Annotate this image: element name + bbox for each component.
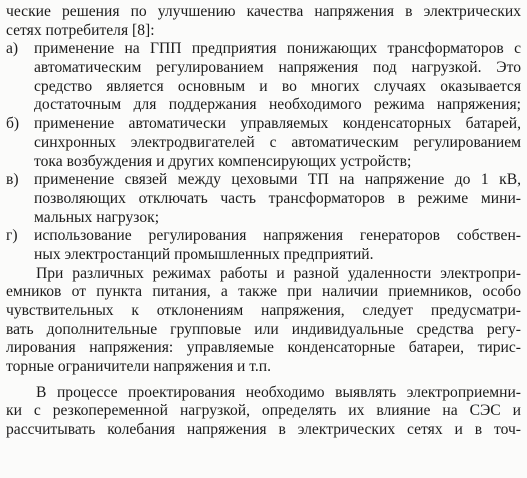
list-item-text: применение автоматически управляемых конденсаторных батарей, — [34, 115, 521, 133]
text-line: рассчитывать колебания напряжения в электрических сетях и в точ- — [6, 421, 521, 439]
text-line: сетях потребителя [8]: — [6, 21, 155, 39]
text-line: чувствительных к отклонениям напряжения, следует предусматри- — [6, 302, 521, 319]
list-item-line — [6, 40, 521, 59]
list-item-line: синхронных электродвигателей с автоматическим регулированием — [34, 133, 521, 151]
text-line: ческие решения по улучшению качества напряжения в электрических — [6, 3, 521, 20]
text-line: вать дополнительные групповые или индивидуальные средства регу- — [6, 320, 521, 338]
list-item-line: мальных нагрузок; — [34, 208, 160, 226]
list-item-line — [6, 115, 521, 134]
list-marker: а) — [6, 40, 19, 58]
list-item-line: позволяющих отключать часть трансформаторов в режиме мини- — [34, 189, 521, 207]
list-item-line — [6, 171, 521, 190]
list-item-line: тока возбуждения и других компенсирующих устройств; — [34, 152, 412, 170]
list-item-text: применение на ГПП предприятия понижающих трансформаторов с — [34, 40, 521, 58]
text-line: При различных режимах работы и разной удаленности электропри- — [36, 264, 521, 282]
text-line: емников от пункта питания, а также при наличии приемников, особо — [6, 283, 521, 301]
list-item-a — [6, 40, 521, 115]
paragraph-1 — [6, 265, 521, 377]
list-item-line: средство является основным и во многих случаях оказывается — [34, 77, 521, 95]
list-item-text: использование регулирования напряжения генераторов собствен- — [34, 227, 521, 245]
list-item-line: ных электростанций промышленных предприятий. — [34, 245, 374, 263]
list-item-line: достаточным для поддержания необходимого режима напряжения; — [34, 96, 521, 114]
measures-list — [6, 40, 521, 264]
paragraph-2 — [6, 384, 521, 440]
text-line: ки с резкопеременной нагрузкой, определять их влияние на СЭС и — [6, 402, 521, 420]
list-item-g — [6, 227, 521, 264]
list-item-line: автоматическим регулированием напряжения под нагрузкой. Это — [34, 59, 521, 77]
intro-text — [6, 3, 521, 40]
list-item-text: применение связей между цеховыми ТП на напряжение до 1 кВ, — [34, 171, 521, 189]
text-line: В процессе проектирования необходимо выявлять электроприемни- — [36, 383, 521, 401]
list-item-b — [6, 115, 521, 171]
text-line: торные ограничители напряжения и т.п. — [6, 358, 272, 376]
list-marker: б) — [6, 115, 20, 133]
list-item-v — [6, 171, 521, 227]
list-marker: в) — [6, 171, 19, 189]
list-marker: г) — [6, 227, 18, 245]
list-item-line — [6, 227, 521, 246]
text-line: лирования напряжения: управляемые конденсаторные батареи, тирис- — [6, 339, 521, 357]
